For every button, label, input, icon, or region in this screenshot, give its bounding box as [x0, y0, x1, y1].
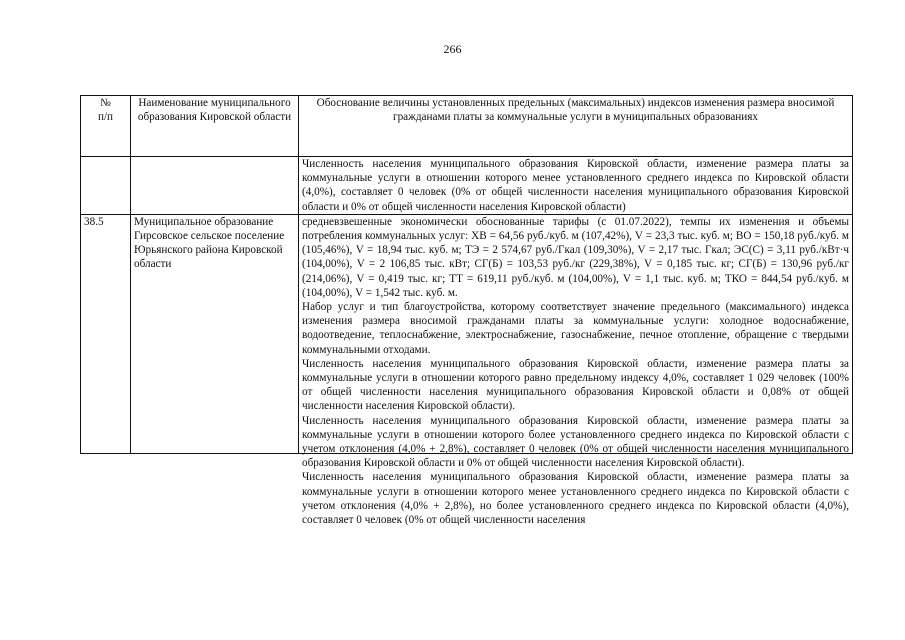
header-justification-cell: Обоснование величины установленных предельных (максимальных) индексов изменения размера вносимой гражданами платы за коммунальные услуги в муниципальных образованиях	[299, 96, 853, 157]
services-set-paragraph: Набор услуг и тип благоустройства, которому соответствует значение предельного (максимального) индекса изменения размера вносимой гражданами платы за коммунальные услуги: холодное водоснабжение, водоотведение, теплоснабжение, электроснабжение, газоснабжение, печное отопление, обращение с твердыми коммунальными отходами.	[302, 301, 849, 356]
tariffs-paragraph: средневзвешенные экономически обоснованные тарифы (с 01.07.2022), темпы их изменения и объемы потребления коммунальных услуг: ХВ = 64,56 руб./куб. м (107,42%), V = 23,3 тыс. куб. м; ВО = 150,18 руб./куб. м (105,46%), V = 18,94 тыс. куб. м; ТЭ = 2 574,67 руб./Гкал (109,30%), V = 2,17 тыс. Гкал; ЭС(С) = 3,11 руб./кВт·ч (104,00%), V = 2 106,85 тыс. кВт; СГ(Б) = 103,53 руб./кг (229,38%), V = 0,185 тыс. кг; СГ(Б) = 130,96 руб./кг (214,06%), V = 0,419 тыс. кг; ТТ = 619,11 руб./куб. м (104,00%), V = 1,1 тыс. куб. м; ТКО = 844,54 руб./куб. м (104,00%), V = 1,542 тыс. куб. м.	[302, 215, 849, 299]
table-header-row	[81, 96, 853, 157]
row-number-cell: 38.5	[81, 214, 131, 453]
continuation-row	[81, 157, 853, 215]
population-equal-index-paragraph: Численность населения муниципального образования Кировской области, изменение размера платы за коммунальные услуги в отношении которого равно предельному индексу 4,0%, составляет 1 029 человек (100% от общей численности населения муниципального образования Кировской области и 0,08% от общей численности населения Кировской области).	[302, 357, 849, 413]
population-between-index-paragraph: Численность населения муниципального образования Кировской области, изменение размера платы за коммунальные услуги в отношении которого менее установленного среднего индекса по Кировской области с учетом отклонения (4,0% + 2,8%), но более установленного среднего индекса по Кировской области (4,0%), составляет 0 человек (0% от общей численности населения	[302, 471, 849, 527]
row-justification-cell	[299, 214, 853, 527]
population-above-index-paragraph: Численность населения муниципального образования Кировской области, изменение размера платы за коммунальные услуги в отношении которого более установленного среднего индекса по Кировской области с учетом отклонения (4,0% + 2,8%), составляет 0 человек (0% от общей численности населения муниципального образования Кировской области и 0% от общей численности населения Кировской области).	[302, 414, 849, 470]
header-name-cell: Наименование муниципального образования Кировской области	[131, 96, 299, 157]
tariff-index-table	[80, 95, 853, 527]
page-number: 266	[443, 42, 462, 56]
justification-text-block	[302, 215, 849, 527]
header-number-cell: № п/п	[81, 96, 131, 157]
row-municipality-name-cell: Муниципальное образование Гирсовское сельское поселение Юрьянского района Кировской области	[131, 214, 299, 453]
table-row	[81, 214, 853, 453]
continuation-text-cell: Численность населения муниципального образования Кировской области, изменение размера платы за коммунальные услуги в отношении которого менее установленного среднего индекса по Кировской области (4,0%), составляет 0 человек (0% от общей численности населения муниципального образования Кировской области и 0% от общей численности населения Кировской области)	[299, 157, 853, 215]
continuation-number-cell	[81, 157, 131, 215]
continuation-name-cell	[131, 157, 299, 215]
